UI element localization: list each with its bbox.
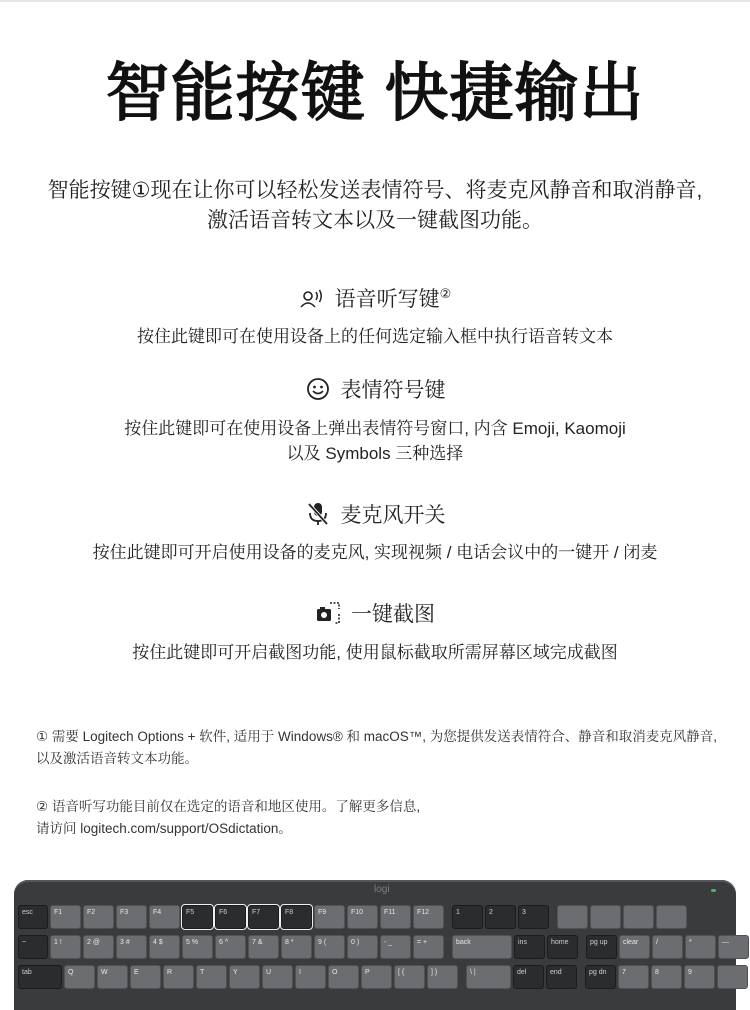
keyboard-key: F7 (248, 905, 279, 929)
keyboard-key: 9 ( (314, 935, 345, 959)
screenshot-icon (315, 600, 341, 626)
feature-dictation-label: 语音听写键 (334, 288, 440, 311)
keyboard-key: R (163, 965, 194, 989)
feature-emoji-title (0, 374, 750, 404)
feature-emoji-label: 表情符号键 (340, 379, 446, 402)
keyboard-key: ~ (18, 935, 48, 959)
keyboard-key: F1 (50, 905, 81, 929)
keyboard-key: [ { (394, 965, 425, 989)
keyboard-key: 3 # (116, 935, 147, 959)
microphone-mute-icon (305, 501, 331, 527)
feature-dictation-desc: 按住此键即可在使用设备上的任何选定输入框中执行语音转文本 (137, 327, 613, 346)
keyboard-key: back (452, 935, 512, 959)
keyboard-key: 8 * (281, 935, 312, 959)
feature-screenshot-label: 一键截图 (351, 603, 435, 626)
keyboard-key: 1 ! (50, 935, 81, 959)
feature-emoji-desc (30, 416, 720, 466)
keyboard-key: F3 (116, 905, 147, 929)
keyboard-key: del (513, 965, 544, 989)
keyboard-key: 1 (452, 905, 483, 929)
keyboard-key: T (196, 965, 227, 989)
keyboard-key: - _ (380, 935, 411, 959)
emoji-icon (305, 376, 331, 402)
keyboard-logo: logi (374, 884, 390, 895)
keyboard-key: U (262, 965, 293, 989)
feature-mic-label: 麦克风开关 (340, 504, 446, 527)
keyboard-key: I (295, 965, 326, 989)
keyboard-key: 6 ^ (215, 935, 246, 959)
intro-paragraph: 智能按键①现在让你可以轻松发送表情符号、将麦克风静音和取消静音, 激活语音转文本以及一键截图功能。 (47, 179, 703, 232)
keyboard-key: \ | (466, 965, 511, 989)
keyboard-key: Q (64, 965, 95, 989)
feature-emoji-desc-line2: 以及 Symbols 三种选择 (286, 444, 464, 463)
dictation-icon (299, 285, 325, 311)
keyboard-key: W (97, 965, 128, 989)
keyboard-key: 3 (518, 905, 549, 929)
keyboard-key: clear (619, 935, 650, 959)
feature-emoji-desc-line1: 按住此键即可在使用设备上弹出表情符号窗口, 内含 Emoji, Kaomoji (124, 419, 626, 438)
feature-mic-desc: 按住此键即可开启使用设备的麦克风, 实现视频 / 电话会议中的一键开 / 闭麦 (92, 543, 658, 562)
keyboard-key (590, 905, 621, 929)
keyboard-key: F5 (182, 905, 213, 929)
keyboard-key: = + (413, 935, 444, 959)
keyboard-key: home (547, 935, 578, 959)
footnote-2-line2: 请访问 logitech.com/support/OSdictation。 (36, 821, 292, 836)
keyboard-key: F10 (347, 905, 378, 929)
keyboard-key: E (130, 965, 161, 989)
keyboard-key: F4 (149, 905, 180, 929)
page-headline: 智能按键 快捷输出 (105, 57, 645, 129)
keyboard-key: F8 (281, 905, 312, 929)
feature-dictation-title (0, 283, 750, 313)
keyboard-key: 7 (618, 965, 649, 989)
footnote-2-line1: ② 语音听写功能目前仅在选定的语音和地区使用。了解更多信息, (36, 799, 421, 814)
keyboard-key: F11 (380, 905, 411, 929)
keyboard-key: O (328, 965, 359, 989)
feature-screenshot-title (0, 598, 750, 628)
keyboard-key: 4 $ (149, 935, 180, 959)
keyboard-key: — (718, 935, 749, 959)
keyboard-key: F2 (83, 905, 114, 929)
feature-screenshot-desc: 按住此键即可开启截图功能, 使用鼠标截取所需屏幕区域完成截图 (132, 643, 618, 662)
keyboard-key: tab (18, 965, 62, 989)
keyboard-key: Y (229, 965, 260, 989)
keyboard-key: 7 & (248, 935, 279, 959)
keyboard-key: F6 (215, 905, 246, 929)
keyboard-key: ins (514, 935, 545, 959)
footnote-ref-2: ② (439, 286, 452, 301)
keyboard-key: / (652, 935, 683, 959)
footnote-1: ① 需要 Logitech Options + 软件, 适用于 Windows® 和 macOS™, 为您提供发送表情符合、静音和取消麦克风静音, 以及激活语音转文本功能。 (36, 729, 718, 766)
keyboard-key: 2 (485, 905, 516, 929)
keyboard-key (557, 905, 588, 929)
footnote-2 (36, 796, 726, 840)
keyboard-key: P (361, 965, 392, 989)
top-divider (0, 0, 750, 2)
keyboard-key: esc (18, 905, 48, 929)
keyboard-key (717, 965, 748, 989)
keyboard-key (656, 905, 687, 929)
keyboard-key: pg dn (585, 965, 616, 989)
feature-mic-title (0, 499, 750, 529)
keyboard-key: F9 (314, 905, 345, 929)
keyboard-image (14, 880, 736, 1010)
keyboard-key: * (685, 935, 716, 959)
keyboard-key: F12 (413, 905, 444, 929)
keyboard-key: 9 (684, 965, 715, 989)
keyboard-key: 0 ) (347, 935, 378, 959)
keyboard-key: 5 % (182, 935, 213, 959)
keyboard-key: end (546, 965, 577, 989)
keyboard-status-led (711, 889, 716, 892)
keyboard-key: pg up (586, 935, 617, 959)
keyboard-key: 2 @ (83, 935, 114, 959)
keyboard-key: ] } (427, 965, 458, 989)
keyboard-key: 8 (651, 965, 682, 989)
keyboard-key (623, 905, 654, 929)
